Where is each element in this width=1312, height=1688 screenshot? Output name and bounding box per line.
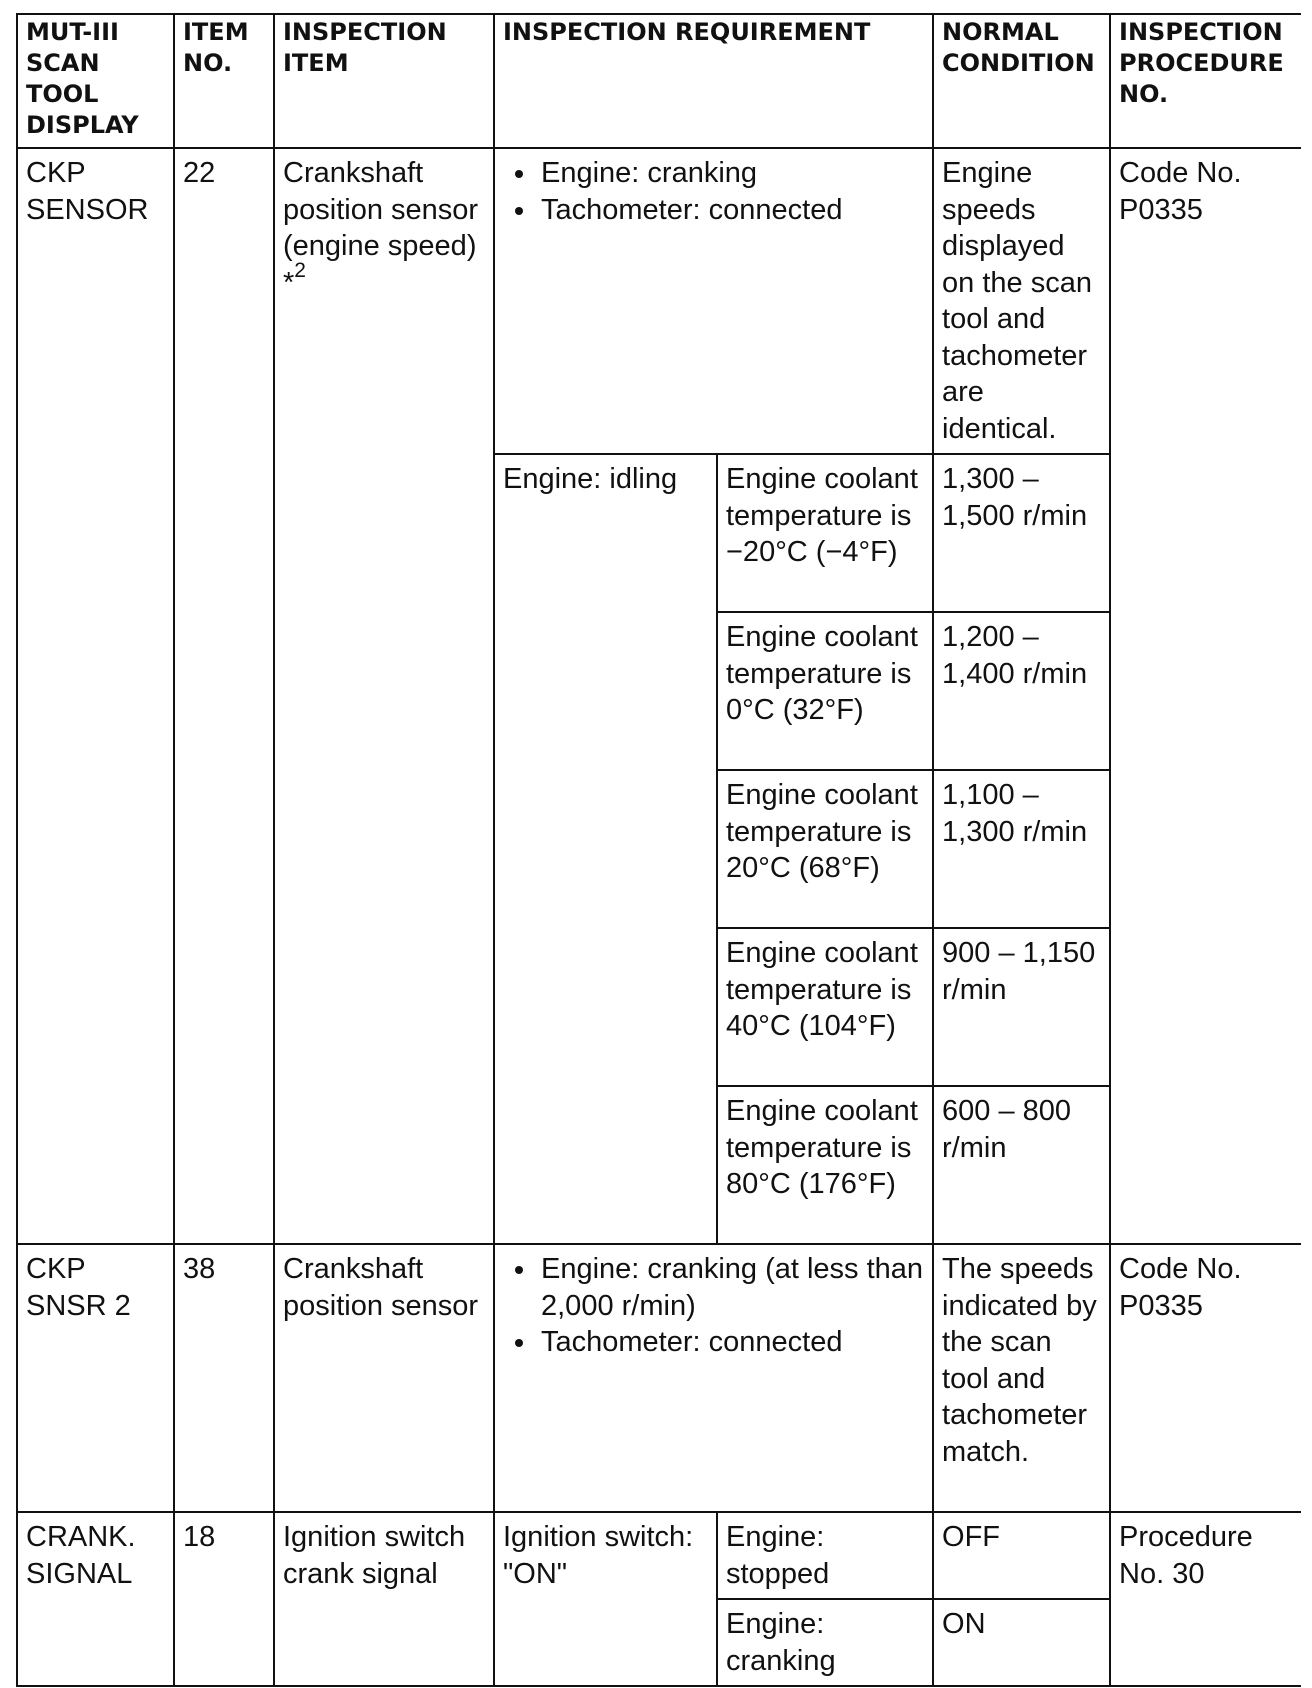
- footnote-marker: 2: [294, 258, 306, 282]
- item-no-cell: 22: [174, 148, 274, 1244]
- item-no-cell: 38: [174, 1244, 274, 1512]
- header-scan-tool-display: MUT-III SCAN TOOL DISPLAY: [17, 14, 174, 148]
- item-no-cell: 18: [174, 1512, 274, 1686]
- scan-tool-display-cell: CRANK. SIGNAL: [17, 1512, 174, 1686]
- list-item: Engine: cranking: [503, 155, 924, 192]
- idle-label-cell: Engine: idling: [494, 454, 717, 1244]
- normal-condition-cell: 900 – 1,150 r/min: [933, 928, 1110, 1086]
- table-row: [17, 148, 1301, 454]
- scan-tool-display-cell: CKP SNSR 2: [17, 1244, 174, 1512]
- inspection-item-cell: Ignition switch crank signal: [274, 1512, 494, 1686]
- inspection-table-sheet: [16, 13, 1300, 1687]
- requirement-cell: Ignition switch: "ON": [494, 1512, 717, 1686]
- normal-condition-cell: Engine speeds displayed on the scan tool and tachometer are identical.: [933, 148, 1110, 454]
- normal-condition-cell: ON: [933, 1599, 1110, 1686]
- requirement-list: [503, 1251, 924, 1361]
- condition-cell: Engine coolant temperature is 80°C (176°F): [717, 1086, 933, 1244]
- table-row: [17, 1244, 1301, 1512]
- requirement-list: [503, 155, 924, 228]
- condition-cell: Engine coolant temperature is 0°C (32°F): [717, 612, 933, 770]
- condition-cell: Engine: stopped: [717, 1512, 933, 1599]
- header-procedure-no: INSPECTION PROCEDURE NO.: [1110, 14, 1301, 148]
- header-item-no: ITEM NO.: [174, 14, 274, 148]
- header-inspection-item: INSPECTION ITEM: [274, 14, 494, 148]
- requirement-cell: [494, 148, 933, 454]
- header-row: [17, 14, 1301, 148]
- procedure-cell: Procedure No. 30: [1110, 1512, 1301, 1686]
- condition-cell: Engine coolant temperature is 20°C (68°F): [717, 770, 933, 928]
- inspection-item-cell: Crankshaft position sensor: [274, 1244, 494, 1512]
- normal-condition-cell: OFF: [933, 1512, 1110, 1599]
- list-item: Tachometer: connected: [503, 1324, 924, 1361]
- normal-condition-cell: 1,300 – 1,500 r/min: [933, 454, 1110, 612]
- condition-cell: Engine coolant temperature is −20°C (−4°F): [717, 454, 933, 612]
- normal-condition-cell: The speeds indicated by the scan tool and tachometer match.: [933, 1244, 1110, 1512]
- condition-cell: Engine coolant temperature is 40°C (104°F): [717, 928, 933, 1086]
- normal-condition-cell: 600 – 800 r/min: [933, 1086, 1110, 1244]
- table-row: [17, 1512, 1301, 1599]
- condition-cell: Engine: cranking: [717, 1599, 933, 1686]
- normal-condition-cell: 1,100 – 1,300 r/min: [933, 770, 1110, 928]
- requirement-cell: [494, 1244, 933, 1512]
- normal-condition-cell: 1,200 – 1,400 r/min: [933, 612, 1110, 770]
- inspection-item-text: Crankshaft position sensor (engine speed) *: [283, 157, 479, 299]
- procedure-cell: Code No. P0335: [1110, 1244, 1301, 1512]
- scan-tool-display-cell: CKP SENSOR: [17, 148, 174, 1244]
- procedure-cell: Code No. P0335: [1110, 148, 1301, 1244]
- list-item: Engine: cranking (at less than 2,000 r/min): [503, 1251, 924, 1324]
- inspection-item-cell: [274, 148, 494, 1244]
- header-normal-condition: NORMAL CONDITION: [933, 14, 1110, 148]
- inspection-table: [16, 13, 1301, 1687]
- header-inspection-requirement: INSPECTION REQUIREMENT: [494, 14, 933, 148]
- list-item: Tachometer: connected: [503, 192, 924, 229]
